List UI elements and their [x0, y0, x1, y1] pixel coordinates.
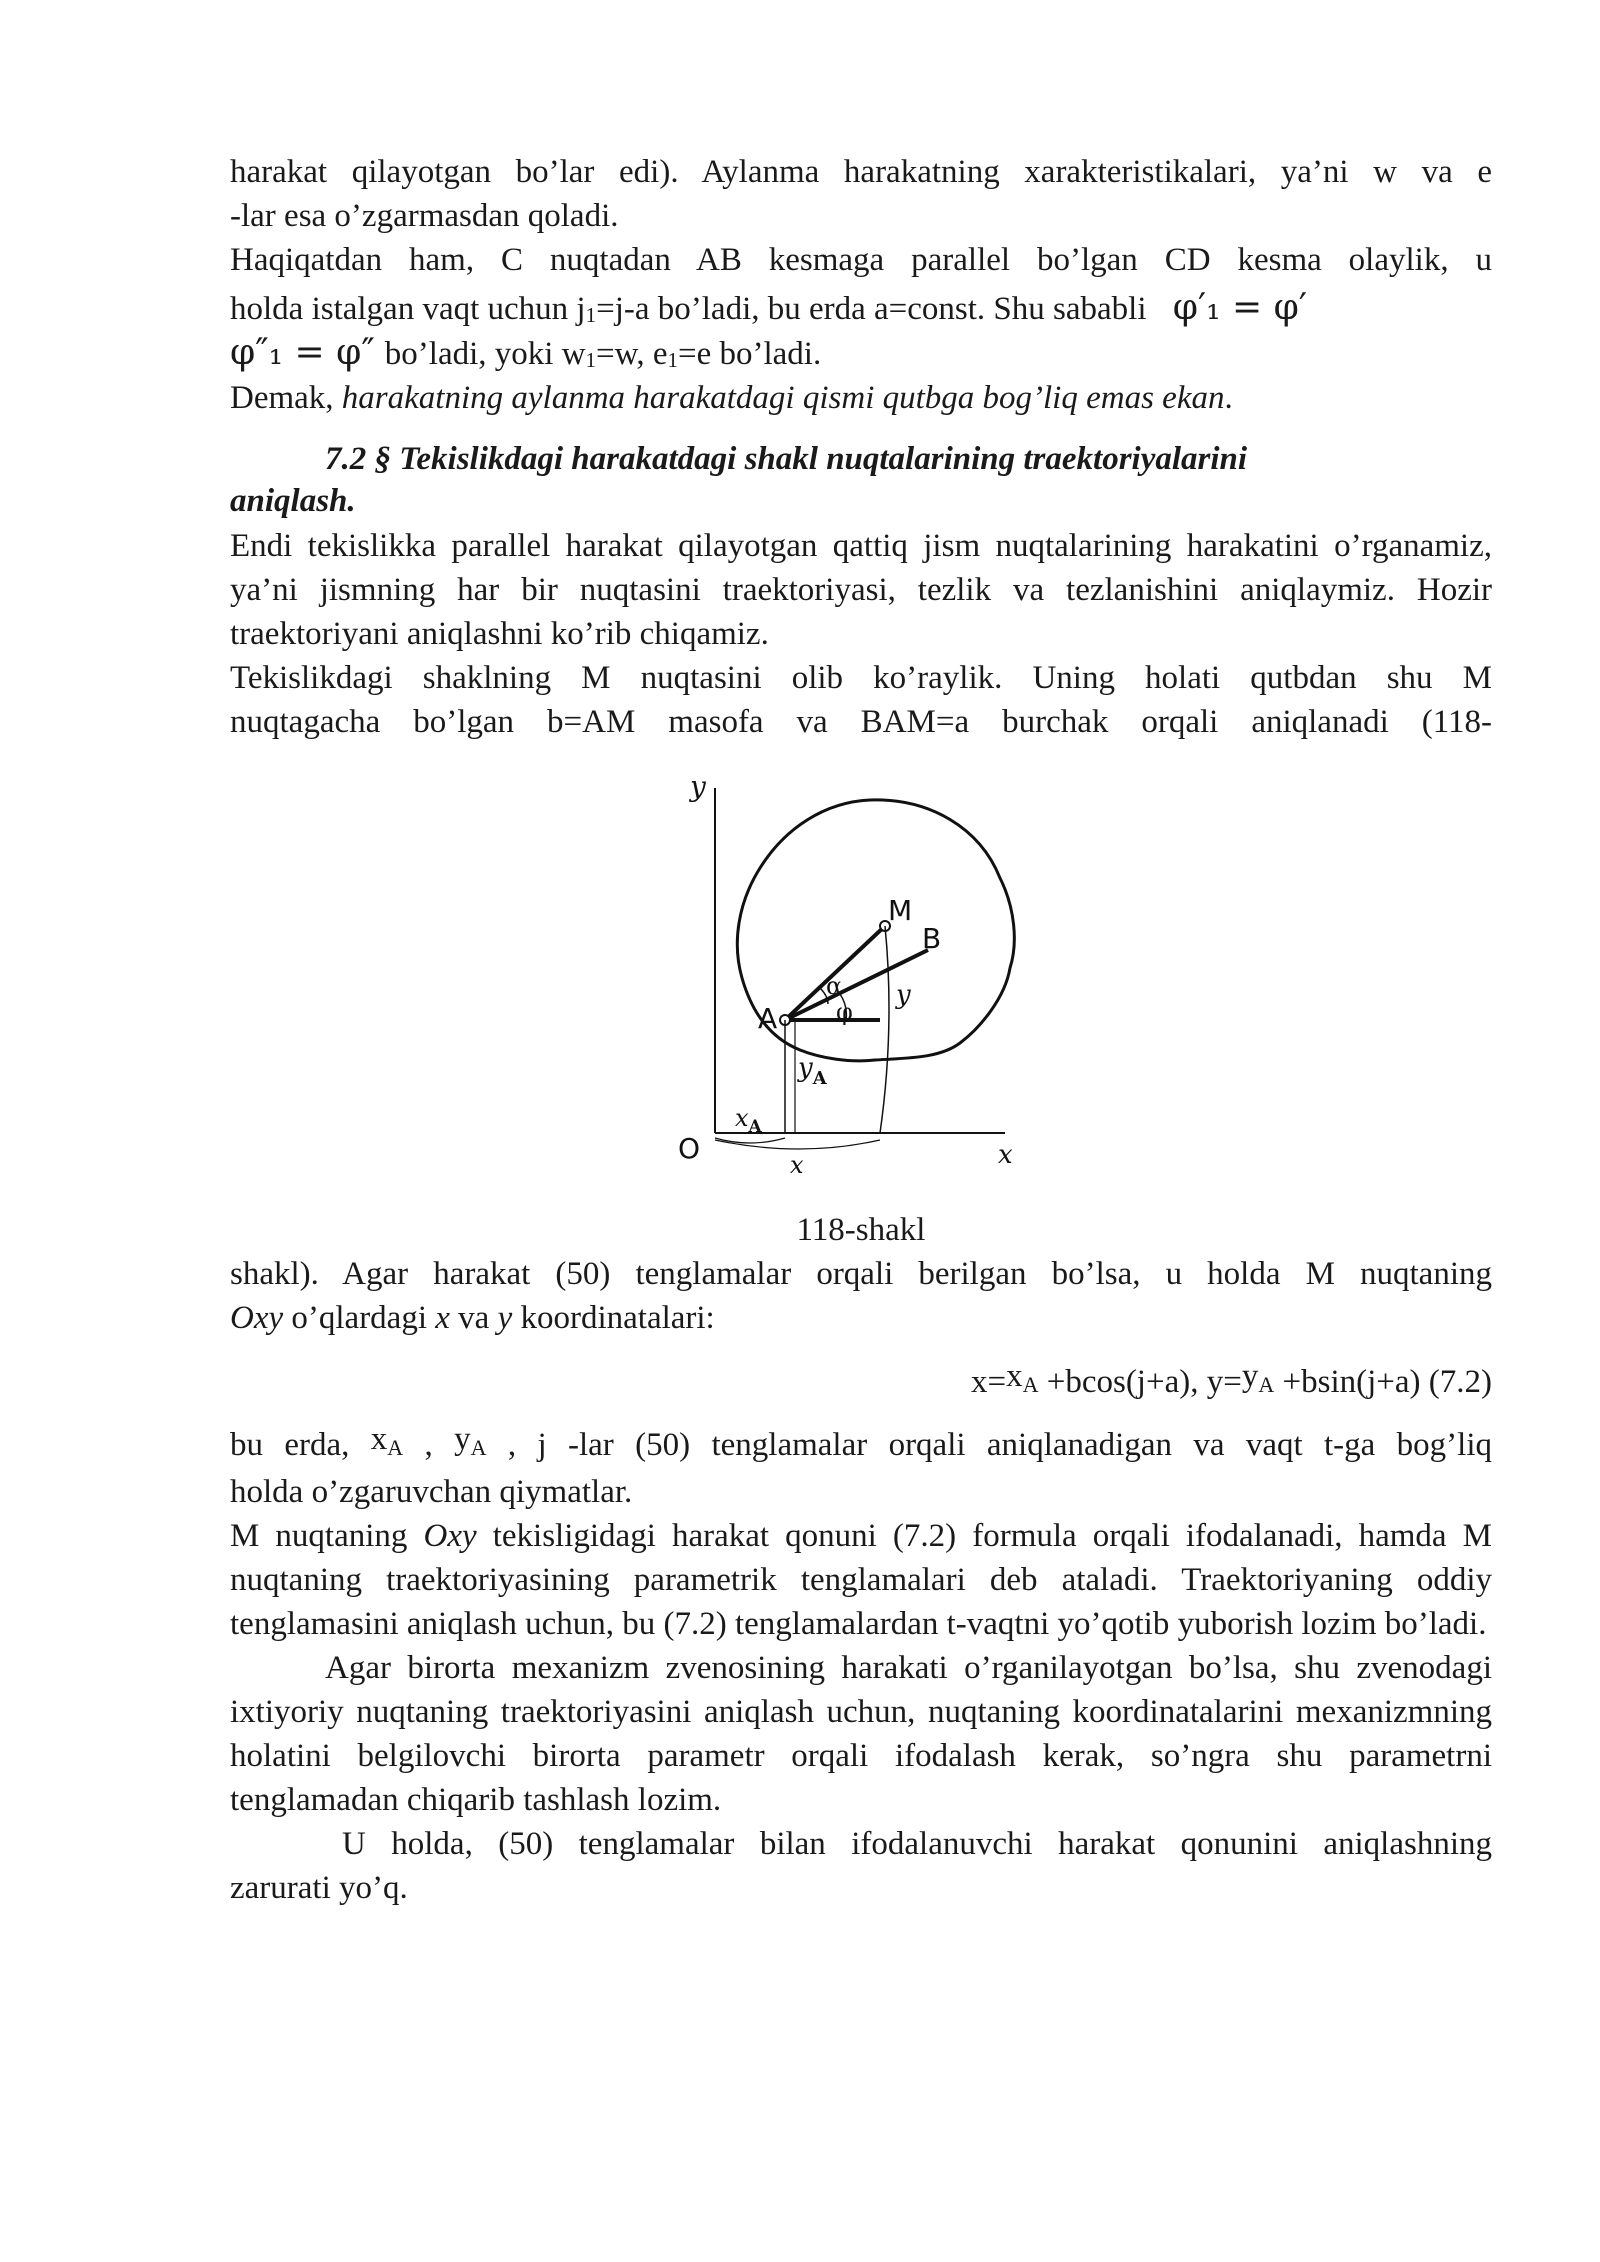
figure-118-diagram: [660, 758, 1060, 1208]
paragraph-1-line-1: harakat qilayotgan bo’lar edi). Aylanma harakatning xarakteristikalari, ya’ni w va e: [230, 154, 1492, 190]
paragraph-5-line-2: nuqtagacha bo’lgan b=AM masofa va BAM=a burchak orqali aniqlanadi (118-: [230, 704, 1492, 740]
formula-7-2: [230, 1354, 1492, 1407]
text-oxy: Oxy: [230, 1300, 284, 1336]
formula-yA: y: [1241, 1358, 1259, 1394]
label-M: M: [888, 894, 913, 927]
text-x: x: [435, 1300, 450, 1336]
text-yA: y: [454, 1421, 471, 1457]
label-B: B: [922, 922, 942, 955]
subscript: 1: [667, 348, 678, 372]
text-fragment: =j-a bo’ladi, bu erda a=const. Shu sababli: [596, 291, 1147, 327]
paragraph-10-line-1: U holda, (50) tenglamalar bilan ifodalanuvchi harakat qonunini aniqlashning: [342, 1826, 1492, 1862]
paragraph-2-line-3: [230, 331, 1492, 376]
paragraph-6-line-2: [230, 1296, 1492, 1340]
y-axis-label: y: [690, 770, 706, 803]
subscript: 1: [585, 348, 597, 372]
paragraph-7-line-1: [230, 1417, 1492, 1470]
text-fragment: bo’ladi, yoki w: [384, 336, 586, 372]
math-phi1-double-prime: φ″₁ = φ″: [230, 332, 375, 373]
text-y: y: [497, 1300, 513, 1336]
paragraph-2-line-1: Haqiqatdan ham, C nuqtadan AB kesmaga parallel bo’lgan CD kesma olaylik, u: [230, 242, 1492, 278]
formula-xA: x: [1006, 1358, 1023, 1394]
figure-caption: 118-shakl: [796, 1212, 926, 1248]
math-phi1-prime: φ′₁ = φ′: [1172, 287, 1308, 328]
paragraph-5-line-1: Tekislikdagi shaklning M nuqtasini olib ko’raylik. Uning holati qutbdan shu M: [230, 660, 1492, 696]
x-axis-label: x: [998, 1140, 1013, 1170]
origin-label: O: [678, 1132, 701, 1165]
text-fragment: .: [1224, 380, 1233, 416]
paragraph-10-line-2: zarurati yo’q.: [230, 1870, 408, 1906]
page-content: [230, 150, 1492, 1910]
paragraph-9: Agar birorta mexanizm zvenosining harakati o’rganilayotgan bo’lsa, shu zvenodagi ixtiyoriy nuqtaning traektoriyasini aniqlash uchun, nuqtaning koordinatalarini mexanizmning holatini belgilovchi birorta parametr orqali ifodalash kerak, so’ngra shu parametrni tenglamadan chiqarib tashlash lozim.: [230, 1650, 1492, 1818]
figure-118: [230, 758, 1492, 1208]
paragraph-4: Endi tekislikka parallel harakat qilayotgan qattiq jism nuqtalarining harakatini o’rganamiz, ya’ni jismning har bir nuqtasini traektoriyasi, tezlik va tezlanishini aniqlaymiz. Hozir traektoriyani aniqlashni ko’rib chiqamiz.: [230, 528, 1492, 652]
text-oxy: Oxy: [423, 1518, 477, 1554]
label-xA: $x_A$: [735, 1104, 762, 1137]
label-yA: $y_A$: [798, 1053, 827, 1089]
formula-fragment: +bsin(j+a) (7.2): [1274, 1364, 1492, 1400]
text-fragment: =e bo’ladi.: [677, 336, 822, 372]
section-heading-line-1: 7.2 § Tekislikdagi harakatdagi shakl nuqtalarining traektoriyalarini: [325, 441, 1248, 477]
label-x-dimension: x: [790, 1151, 804, 1179]
label-A: A: [758, 1002, 778, 1035]
projection-M: [880, 926, 889, 1133]
paragraph-3: [230, 376, 1492, 420]
paragraph-6-line-1: shakl). Agar harakat (50) tenglamalar orqali berilgan bo’lsa, u holda M nuqtaning: [230, 1256, 1492, 1292]
subscript-A: A: [470, 1435, 487, 1460]
section-heading: [230, 438, 1492, 522]
paragraph-8: [230, 1514, 1492, 1646]
label-alpha: α: [826, 972, 843, 1000]
italic-conclusion: harakatning aylanma harakatdagi qismi qutbga bog’liq emas ekan: [341, 380, 1225, 416]
text-fragment: tekisligidagi harakat qonuni (7.2) formula orqali ifodalanadi, hamda M nuqtaning traektoriyasining parametrik tenglamalari deb ataladi. Traektoriyaning oddiy tenglamasini aniqlash uchun, bu (7.2) tenglamalardan t-vaqtni yo’qotib yuborish lozim bo’ladi.: [230, 1518, 1492, 1642]
formula-sub-A: A: [1022, 1372, 1039, 1397]
label-phi: φ: [836, 998, 853, 1026]
section-heading-line-2: aniqlash.: [230, 483, 356, 519]
text-fragment: o’qlardagi: [283, 1300, 436, 1336]
text-fragment: , j -lar (50) tenglamalar orqali aniqlanadigan va vaqt t-ga bog’liq: [486, 1427, 1492, 1463]
formula-fragment: +bcos(j+a), y=: [1038, 1364, 1242, 1400]
text-fragment: M nuqtaning: [230, 1518, 424, 1554]
text-fragment: bu erda,: [230, 1427, 371, 1463]
paragraph-2-line-2: [230, 286, 1492, 331]
subscript-A: A: [387, 1435, 404, 1460]
subscript: 1: [585, 303, 597, 327]
text-fragment: ,: [403, 1427, 455, 1463]
text-fragment: koordinatalari:: [512, 1300, 715, 1336]
formula-sub-A: A: [1258, 1372, 1275, 1397]
text-fragment: =w, e: [596, 336, 668, 372]
label-y-dimension: y: [896, 980, 911, 1010]
paragraph-1-line-2: -lar esa o’zgarmasdan qoladi.: [230, 198, 619, 234]
text-fragment: va: [449, 1300, 498, 1336]
x-dimension: [715, 1140, 880, 1149]
text-fragment: Demak,: [230, 380, 342, 416]
text-fragment: holda istalgan vaqt uchun j: [230, 291, 586, 327]
paragraph-7-line-2: holda o’zgaruvchan qiymatlar.: [230, 1474, 633, 1510]
text-xA: x: [370, 1421, 388, 1457]
formula-fragment: x=: [970, 1364, 1007, 1400]
